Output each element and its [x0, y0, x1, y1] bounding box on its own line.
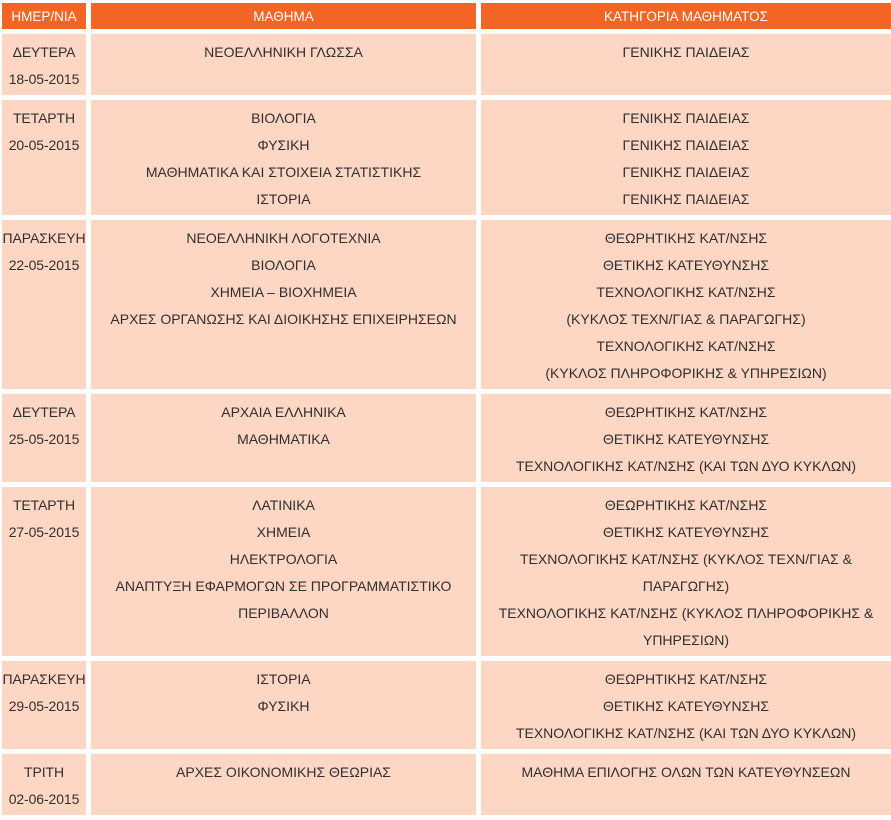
table-row	[2, 34, 891, 95]
course-name: ΑΝΑΠΤΥΞΗ ΕΦΑΡΜΟΓΩΝ ΣΕ ΠΡΟΓΡΑΜΜΑΤΙΣΤΙΚΟ	[115, 578, 452, 594]
course-category: ΘΕΩΡΗΤΙΚΗΣ ΚΑΤ/ΝΣΗΣ	[604, 497, 768, 513]
course-name: ΠΕΡΙΒΑΛΛΟΝ	[238, 605, 329, 621]
weekday-label: ΔΕΥΤΕΡΑ	[12, 404, 76, 420]
course-category: ΤΕΧΝΟΛΟΓΙΚΗΣ ΚΑΤ/ΝΣΗΣ (ΚΑΙ ΤΩΝ ΔΥΟ ΚΥΚΛΩΝ)	[515, 725, 857, 741]
course-category: ΜΑΘΗΜΑ ΕΠΙΛΟΓΗΣ ΟΛΩΝ ΤΩΝ ΚΑΤΕΥΘΥΝΣΕΩΝ	[521, 764, 851, 780]
course-name: ΜΑΘΗΜΑΤΙΚΑ ΚΑΙ ΣΤΟΙΧΕΙΑ ΣΤΑΤΙΣΤΙΚΗΣ	[145, 164, 422, 180]
category-cell	[481, 34, 891, 95]
exam-date: 27-05-2015	[8, 524, 80, 540]
weekday-label: ΤΡΙΤΗ	[24, 764, 64, 780]
course-category: ΓΕΝΙΚΗΣ ΠΑΙΔΕΙΑΣ	[622, 164, 750, 180]
category-cell	[481, 754, 891, 815]
course-category: ΘΕΩΡΗΤΙΚΗΣ ΚΑΤ/ΝΣΗΣ	[604, 230, 768, 246]
course-name: ΙΣΤΟΡΙΑ	[256, 191, 311, 207]
course-cell	[91, 34, 476, 95]
course-category: ΓΕΝΙΚΗΣ ΠΑΙΔΕΙΑΣ	[622, 44, 750, 60]
date-cell	[2, 754, 86, 815]
category-cell	[481, 220, 891, 389]
table-row	[2, 220, 891, 389]
course-category: ΘΕΤΙΚΗΣ ΚΑΤΕΥΘΥΝΣΗΣ	[602, 257, 770, 273]
weekday-label: ΠΑΡΑΣΚΕΥΗ	[2, 230, 86, 246]
exam-date: 29-05-2015	[8, 698, 80, 714]
category-cell	[481, 661, 891, 749]
course-name: ΗΛΕΚΤΡΟΛΟΓΙΑ	[229, 551, 338, 567]
course-name: ΧΗΜΕΙΑ	[256, 524, 311, 540]
course-name: ΝΕΟΕΛΛΗΝΙΚΗ ΛΟΓΟΤΕΧΝΙΑ	[186, 230, 381, 246]
header-row	[2, 3, 891, 29]
course-name: ΒΙΟΛΟΓΙΑ	[251, 257, 316, 273]
course-category: ΓΕΝΙΚΗΣ ΠΑΙΔΕΙΑΣ	[622, 110, 750, 126]
course-cell	[91, 487, 476, 656]
course-name: ΜΑΘΗΜΑΤΙΚΑ	[237, 431, 330, 447]
course-category: ΠΑΡΑΓΩΓΗΣ)	[642, 578, 730, 594]
course-category: ΘΕΩΡΗΤΙΚΗΣ ΚΑΤ/ΝΣΗΣ	[604, 404, 768, 420]
course-name: ΦΥΣΙΚΗ	[257, 137, 310, 153]
course-cell	[91, 754, 476, 815]
table-body	[2, 34, 891, 815]
course-category: ΘΕΤΙΚΗΣ ΚΑΤΕΥΘΥΝΣΗΣ	[602, 524, 770, 540]
course-category: ΤΕΧΝΟΛΟΓΙΚΗΣ ΚΑΤ/ΝΣΗΣ (ΚΥΚΛΟΣ ΤΕΧΝ/ΓΙΑΣ &	[520, 551, 852, 567]
table-row	[2, 100, 891, 215]
table-row	[2, 754, 891, 815]
date-cell	[2, 394, 86, 482]
date-cell	[2, 34, 86, 95]
course-cell	[91, 220, 476, 389]
course-name: ΧΗΜΕΙΑ – ΒΙΟΧΗΜΕΙΑ	[210, 284, 357, 300]
course-cell	[91, 100, 476, 215]
weekday-label: ΤΕΤΑΡΤΗ	[12, 497, 76, 513]
date-cell	[2, 100, 86, 215]
table-row	[2, 487, 891, 656]
course-category: ΤΕΧΝΟΛΟΓΙΚΗΣ ΚΑΤ/ΝΣΗΣ (ΚΑΙ ΤΩΝ ΔΥΟ ΚΥΚΛΩΝ)	[515, 458, 857, 474]
course-cell	[91, 661, 476, 749]
course-name: ΑΡΧΑΙΑ ΕΛΛΗΝΙΚΑ	[221, 404, 346, 420]
course-category: ΘΕΤΙΚΗΣ ΚΑΤΕΥΘΥΝΣΗΣ	[602, 431, 770, 447]
date-cell	[2, 487, 86, 656]
header-date: ΗΜΕΡ/ΝΙΑ	[2, 3, 86, 29]
course-name: ΙΣΤΟΡΙΑ	[256, 671, 311, 687]
header-category: ΚΑΤΗΓΟΡΙΑ ΜΑΘΗΜΑΤΟΣ	[481, 3, 891, 29]
date-cell	[2, 220, 86, 389]
category-cell	[481, 487, 891, 656]
table-header	[2, 3, 891, 29]
course-name: ΒΙΟΛΟΓΙΑ	[251, 110, 316, 126]
course-category: (ΚΥΚΛΟΣ ΠΛΗΡΟΦΟΡΙΚΗΣ & ΥΠΗΡΕΣΙΩΝ)	[545, 365, 827, 381]
course-cell	[91, 394, 476, 482]
weekday-label: ΔΕΥΤΕΡΑ	[12, 44, 76, 60]
exam-date: 22-05-2015	[8, 257, 80, 273]
course-category: ΤΕΧΝΟΛΟΓΙΚΗΣ ΚΑΤ/ΝΣΗΣ (ΚΥΚΛΟΣ ΠΛΗΡΟΦΟΡΙΚΗΣ &	[498, 605, 874, 621]
header-course: ΜΑΘΗΜΑ	[91, 3, 476, 29]
weekday-label: ΤΕΤΑΡΤΗ	[12, 110, 76, 126]
course-category: ΘΕΤΙΚΗΣ ΚΑΤΕΥΘΥΝΣΗΣ	[602, 698, 770, 714]
category-cell	[481, 100, 891, 215]
table-row	[2, 661, 891, 749]
table-row	[2, 394, 891, 482]
exam-date: 02-06-2015	[8, 791, 80, 807]
exam-date: 25-05-2015	[8, 431, 80, 447]
course-name: ΝΕΟΕΛΛΗΝΙΚΗ ΓΛΩΣΣΑ	[204, 44, 363, 60]
course-name: ΦΥΣΙΚΗ	[257, 698, 310, 714]
course-name: ΛΑΤΙΝΙΚΑ	[252, 497, 315, 513]
date-cell	[2, 661, 86, 749]
course-name: ΑΡΧΕΣ ΟΡΓΑΝΩΣΗΣ ΚΑΙ ΔΙΟΙΚΗΣΗΣ ΕΠΙΧΕΙΡΗΣΕΩΝ	[110, 311, 457, 327]
exam-date: 20-05-2015	[8, 137, 80, 153]
category-cell	[481, 394, 891, 482]
course-category: (ΚΥΚΛΟΣ ΤΕΧΝ/ΓΙΑΣ & ΠΑΡΑΓΩΓΗΣ)	[566, 311, 806, 327]
course-category: ΤΕΧΝΟΛΟΓΙΚΗΣ ΚΑΤ/ΝΣΗΣ	[596, 284, 776, 300]
weekday-label: ΠΑΡΑΣΚΕΥΗ	[2, 671, 86, 687]
course-category: ΓΕΝΙΚΗΣ ΠΑΙΔΕΙΑΣ	[622, 191, 750, 207]
course-category: ΓΕΝΙΚΗΣ ΠΑΙΔΕΙΑΣ	[622, 137, 750, 153]
exam-date: 18-05-2015	[8, 71, 80, 87]
course-name: ΑΡΧΕΣ ΟΙΚΟΝΟΜΙΚΗΣ ΘΕΩΡΙΑΣ	[176, 764, 391, 780]
course-category: ΤΕΧΝΟΛΟΓΙΚΗΣ ΚΑΤ/ΝΣΗΣ	[596, 338, 776, 354]
course-category: ΘΕΩΡΗΤΙΚΗΣ ΚΑΤ/ΝΣΗΣ	[604, 671, 768, 687]
course-category: ΥΠΗΡΕΣΙΩΝ)	[642, 632, 730, 648]
